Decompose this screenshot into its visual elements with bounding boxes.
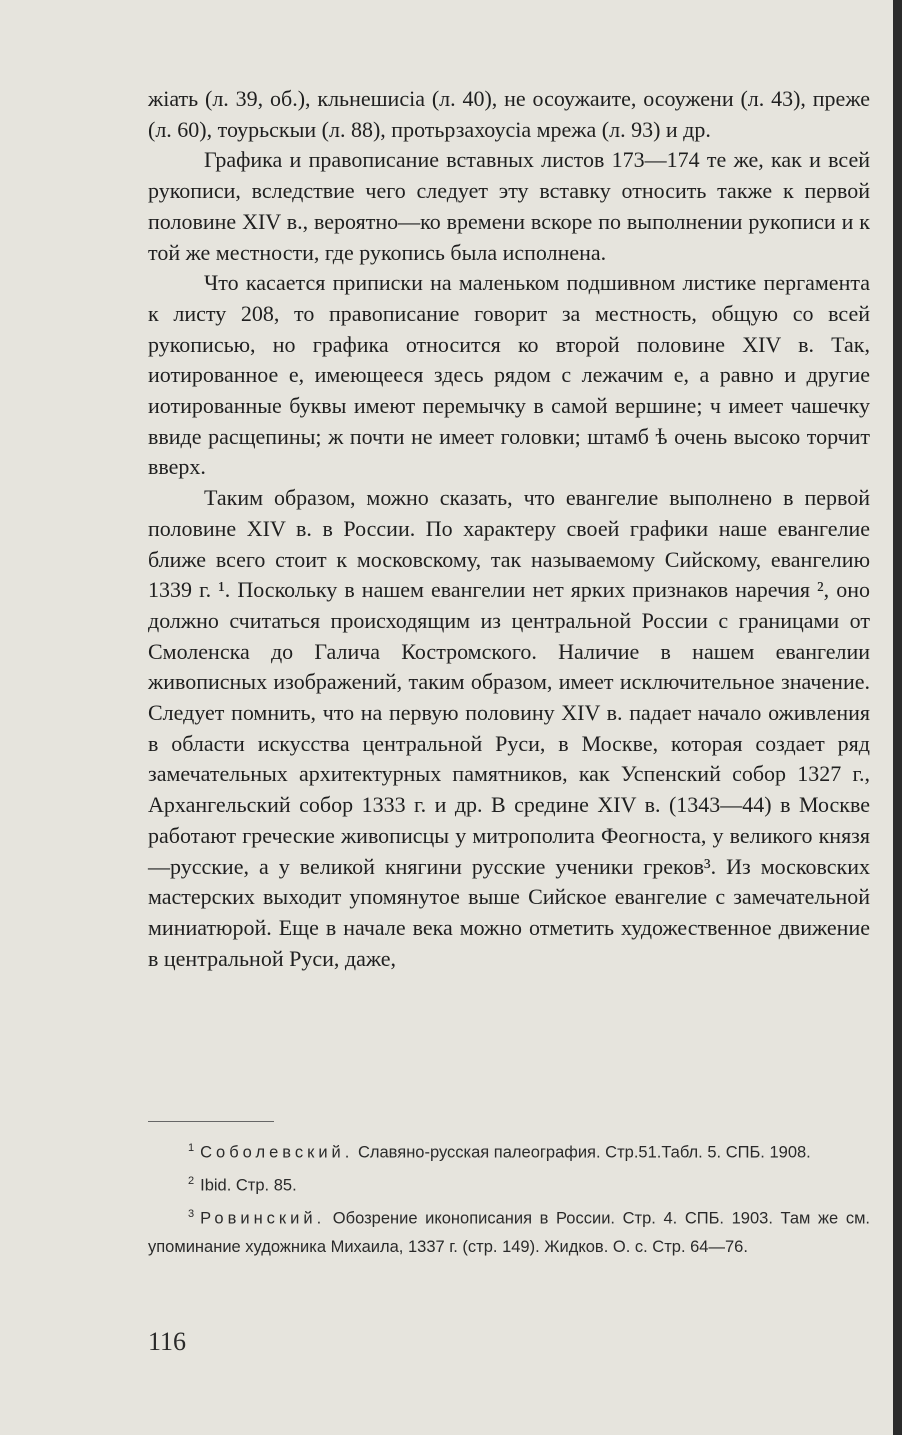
page-edge-shadow bbox=[893, 0, 902, 1435]
paragraph-1: жіать (л. 39, об.), кльнешисіа (л. 40), не осоужаите, осоужени (л. 43), преже (л. 60), тоурьскыи (л. 88), протьрзахоусіа мрежа (л. 93) и др. bbox=[148, 86, 870, 142]
footnote-3 bbox=[148, 1200, 870, 1262]
footnote-number: 3 bbox=[188, 1208, 195, 1220]
body-text bbox=[148, 84, 870, 974]
footnote-text: Обозрение иконописания в России. Стр. 4. СПБ. 1903. Там же см. упоминание художника Михаила, 1337 г. (стр. 149). Жидков. О. с. Стр. 64—76. bbox=[148, 1209, 870, 1256]
footnote-author: Ровинский. bbox=[200, 1209, 326, 1228]
footnote-1 bbox=[148, 1134, 870, 1167]
footnote-author: Соболевский. bbox=[200, 1143, 354, 1162]
footnote-2 bbox=[148, 1167, 870, 1200]
paragraph-2: Графика и правописание вставных листов 173—174 те же, как и всей рукописи, вследствие чего следует эту вставку относить также к первой половине XIV в., вероятно—ко времени вскоре по выполнении рукописи и к той же местности, где рукопись была исполнена. bbox=[148, 147, 870, 265]
paragraph-3: Что касается приписки на маленьком подшивном листике пергамента к листу 208, то правописание говорит за местность, общую со всей рукописью, но графика относится ко второй половине XIV в. Так, иотированное е, имеющееся здесь рядом с лежачим е, а равно и другие иотированные буквы имеют перемычку в самой вершине; ч имеет чашечку ввиде расщепины; ж почти не имеет головки; штамб ѣ очень высоко торчит вверх. bbox=[148, 270, 870, 480]
footnote-text: Славяно-русская палеография. Стр.51.Табл. 5. СПБ. 1908. bbox=[357, 1143, 811, 1162]
footnote-number: 2 bbox=[188, 1175, 195, 1187]
footnote-number: 1 bbox=[188, 1142, 195, 1154]
footnote-separator bbox=[148, 1121, 274, 1122]
footnotes bbox=[148, 1134, 870, 1262]
page-number: 116 bbox=[148, 1327, 187, 1356]
paragraph-4: Таким образом, можно сказать, что евангелие выполнено в первой половине XIV в. в России. По характеру своей графики наше евангелие ближе всего стоит к московскому, так называемому Сийскому, евангелию 1339 г. ¹. Поскольку в нашем евангелии нет ярких признаков наречия ², оно должно считаться происходящим из центральной России с границами от Смоленска до Галича Костромского. Наличие в нашем евангелии живописных изображений, таким образом, имеет исключительное значение. Следует помнить, что на первую половину XIV в. падает начало оживления в области искусства центральной Руси, в Москве, которая создает ряд замечательных архитектурных памятников, как Успенский собор 1327 г., Архангельский собор 1333 г. и др. В средине XIV в. (1343—44) в Москве работают греческие живописцы у митрополита Феогноста, у великого князя—русские, а у великой княгини русские ученики греков³. Из московских мастерских выходит упомянутое выше Сийское евангелие с замечательной миниатюрой. Еще в начале века можно отметить художественное движение в центральной Руси, даже, bbox=[148, 485, 870, 971]
footnote-text: Ibid. Стр. 85. bbox=[200, 1176, 297, 1195]
